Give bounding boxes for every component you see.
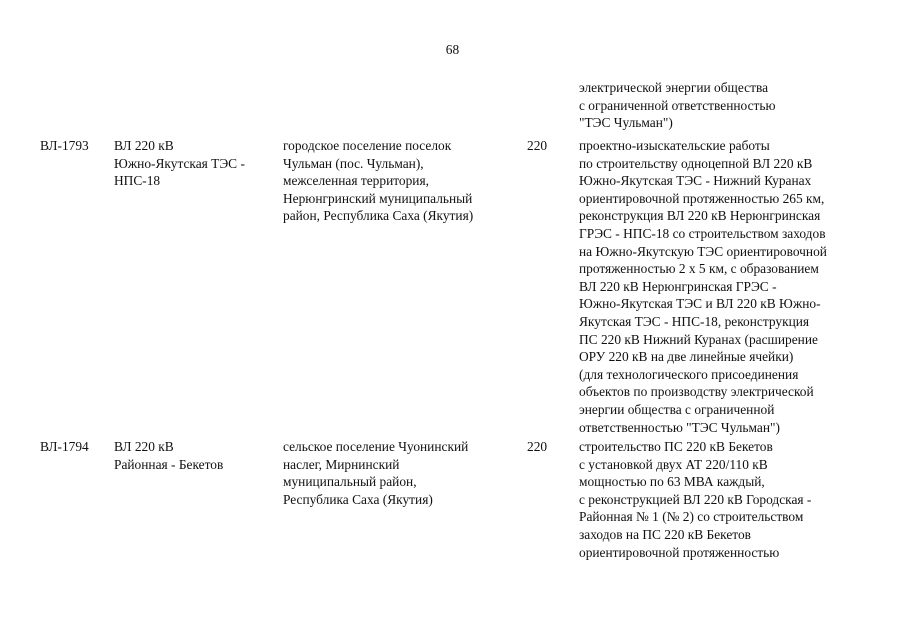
- row-voltage: 220: [527, 439, 548, 454]
- row-code: ВЛ-1793: [40, 138, 89, 153]
- page-number: 68: [445, 42, 460, 57]
- row-location: сельское поселение Чуонинский наслег, Мирнинский муниципальный район, Республика Саха (Якутия): [283, 439, 469, 507]
- row-voltage: 220: [527, 138, 548, 153]
- row-code: ВЛ-1794: [40, 439, 89, 454]
- row-description: строительство ПС 220 кВ Бекетов с установкой двух АТ 220/110 кВ мощностью по 63 МВА каждый, с реконструкцией ВЛ 220 кВ Городская - Районная № 1 (№ 2) со строительством заходов на ПС 220 кВ Бекетов ориентировочной протяженностью: [579, 439, 812, 560]
- row-line-name: ВЛ 220 кВ Районная - Бекетов: [114, 439, 224, 472]
- row-location: городское поселение поселок Чульман (пос. Чульман), межселенная территория, Нерюнгринский муниципальный район, Республика Саха (Якутия): [283, 138, 474, 224]
- row-description: проектно-изыскательские работы по строительству одноцепной ВЛ 220 кВ Южно-Якутская ТЭС - Нижний Куранах ориентировочной протяженностью 265 км, реконструкция ВЛ 220 кВ Нерюнгринская ГРЭС - НПС-18 со строительством заходов на Южно-Якутскую ТЭС ориентировочной протяженностью 2 х 5 км, с образованием ВЛ 220 кВ Нерюнгринская ГРЭС - Южно-Якутская ТЭС и ВЛ 220 кВ Южно- Якутская ТЭС - НПС-18, реконструкция ПС 220 кВ Нижний Куранах (расширение ОРУ 220 кВ на две линейные ячейки) (для технологического присоединения объектов по производству электрической энергии общества с ограниченной ответственностью "ТЭС Чульман"): [579, 138, 827, 435]
- row-line-name: ВЛ 220 кВ Южно-Якутская ТЭС - НПС-18: [114, 138, 245, 189]
- continuation-description: электрической энергии общества с ограниченной ответственностью "ТЭС Чульман"): [579, 80, 776, 131]
